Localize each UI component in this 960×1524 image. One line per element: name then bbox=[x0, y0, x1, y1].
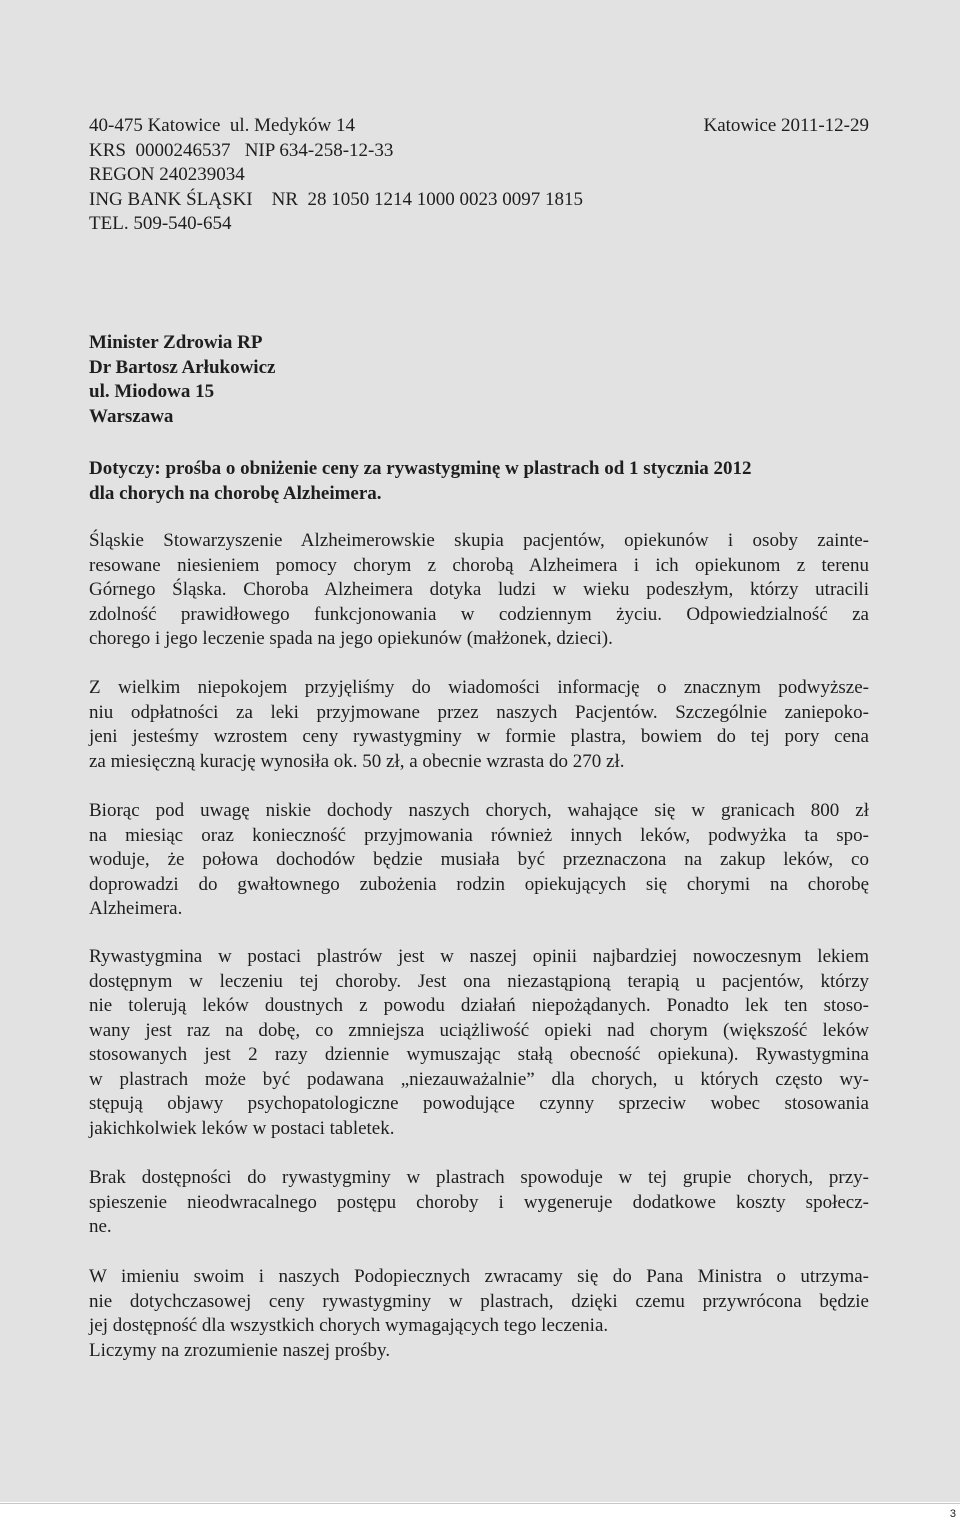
body-paragraph bbox=[89, 799, 869, 922]
sender-krs-nip: KRS 0000246537 NIP 634-258-12-33 bbox=[89, 139, 394, 161]
letter-subject bbox=[89, 457, 869, 506]
letter-date: Katowice 2011-12-29 bbox=[703, 115, 869, 136]
subject-line: Dotyczy: prośba o obniżenie ceny za rywastygminę w plastrach od 1 stycznia 2012 bbox=[89, 458, 752, 479]
paragraph-line: Z wielkim niepokojem przyjęliśmy do wiadomości informację o znacznym podwyższe- bbox=[89, 677, 869, 698]
paragraph-line: zdolność prawidłowego funkcjonowania w codziennym życiu. Odpowiedzialność za bbox=[89, 603, 869, 625]
paragraph-line: Alzheimera. bbox=[89, 898, 183, 919]
paragraph-line: spieszenie nieodwracalnego postępu choroby i wygeneruje dodatkowe koszty społecz- bbox=[89, 1191, 869, 1213]
paragraph-line: Śląskie Stowarzyszenie Alzheimerowskie skupia pacjentów, opiekunów i osoby zainte- bbox=[89, 530, 869, 551]
paragraph-line: Rywastygmina w postaci plastrów jest w naszej opinii najbardziej nowoczesnym lekiem bbox=[89, 946, 869, 967]
paragraph-line: dostępnym w leczeniu tej choroby. Jest ona niezastąpioną terapią u pacjentów, którzy bbox=[89, 970, 869, 992]
paragraph-line: resowane niesieniem pomocy chorym z chorobą Alzheimera i ich opiekunom z terenu bbox=[89, 554, 869, 576]
paragraph-line: chorego i jego leczenie spada na jego opiekunów (małżonek, dzieci). bbox=[89, 628, 613, 649]
body-paragraph bbox=[89, 1166, 869, 1240]
body-paragraph bbox=[89, 1265, 869, 1363]
paragraph-line: W imieniu swoim i naszych Podopiecznych zwracamy się do Pana Ministra o utrzyma- bbox=[89, 1266, 869, 1287]
addressee-block bbox=[89, 331, 275, 429]
subject-line: dla chorych na chorobę Alzheimera. bbox=[89, 482, 382, 504]
paragraph-line: nie dotychczasowej ceny rywastygminy w plastrach, dzięki czemu przywrócona będzie bbox=[89, 1290, 869, 1312]
paragraph-line: Brak dostępności do rywastygminy w plastrach spowoduje w tej grupie chorych, przy- bbox=[89, 1167, 869, 1188]
paragraph-line: woduje, że połowa dochodów będzie musiała być przeznaczona na zakup leków, co bbox=[89, 849, 869, 870]
paragraph-line: wany jest raz na dobę, co zmniejsza uciążliwość opieki nad chorym (większość leków bbox=[89, 1019, 869, 1041]
paragraph-line: jej dostępność dla wszystkich chorych wymagających tego leczenia. bbox=[89, 1315, 609, 1336]
page-number: 3 bbox=[949, 1508, 956, 1520]
sender-regon: REGON 240239034 bbox=[89, 164, 245, 185]
paragraph-line: niu odpłatności za leki przyjmowane przez naszych Pacjentów. Szczególnie zaniepoko- bbox=[89, 701, 869, 723]
paragraph-line: stępują objawy psychopatologiczne powodujące czynny sprzeciw wobec stosowania bbox=[89, 1093, 869, 1114]
paragraph-line: Biorąc pod uwagę niskie dochody naszych chorych, wahające się w granicach 800 zł bbox=[89, 800, 869, 821]
paragraph-line: na miesiąc oraz konieczność przyjmowania również innych leków, podwyżka ta spo- bbox=[89, 824, 869, 846]
body-paragraph bbox=[89, 676, 869, 774]
body-paragraph bbox=[89, 945, 869, 1141]
body-paragraph bbox=[89, 529, 869, 652]
sender-address: 40-475 Katowice ul. Medyków 14 bbox=[89, 115, 355, 136]
paragraph-line: ne. bbox=[89, 1216, 112, 1237]
sender-phone: TEL. 509-540-654 bbox=[89, 213, 232, 234]
paragraph-line: w plastrach może być podawana „niezauważalnie” dla chorych, u których często wy- bbox=[89, 1068, 869, 1090]
paragraph-line: Liczymy na zrozumienie naszej prośby. bbox=[89, 1339, 391, 1361]
addressee-name: Dr Bartosz Arłukowicz bbox=[89, 356, 276, 378]
paragraph-line: Górnego Śląska. Choroba Alzheimera dotyka ludzi w wieku podeszłym, którzy utracili bbox=[89, 579, 869, 600]
paragraph-line: jeni jesteśmy wzrostem ceny rywastygminy w formie plastra, bowiem do tej pory cena bbox=[89, 726, 869, 747]
addressee-street: ul. Miodowa 15 bbox=[89, 381, 215, 402]
addressee-title: Minister Zdrowia RP bbox=[89, 332, 263, 353]
paragraph-line: stosowanych jest 2 razy dziennie wymuszając stałą obecność opiekuna). Rywastygmina bbox=[89, 1044, 869, 1065]
addressee-city: Warszawa bbox=[89, 405, 174, 427]
paragraph-line: jakichkolwiek leków w postaci tabletek. bbox=[89, 1117, 395, 1139]
sender-bank-account: ING BANK ŚLĄSKI NR 28 1050 1214 1000 0023 0097 1815 bbox=[89, 188, 584, 210]
paragraph-line: nie tolerują leków doustnych z powodu działań niepożądanych. Ponadto lek ten stoso- bbox=[89, 995, 869, 1016]
sender-header bbox=[89, 114, 869, 237]
page-divider bbox=[0, 1503, 960, 1504]
paragraph-line: doprowadzi do gwałtownego zubożenia rodzin opiekujących się chorymi na chorobę bbox=[89, 873, 869, 895]
paragraph-line: za miesięczną kurację wynosiła ok. 50 zł, a obecnie wzrasta do 270 zł. bbox=[89, 750, 625, 772]
